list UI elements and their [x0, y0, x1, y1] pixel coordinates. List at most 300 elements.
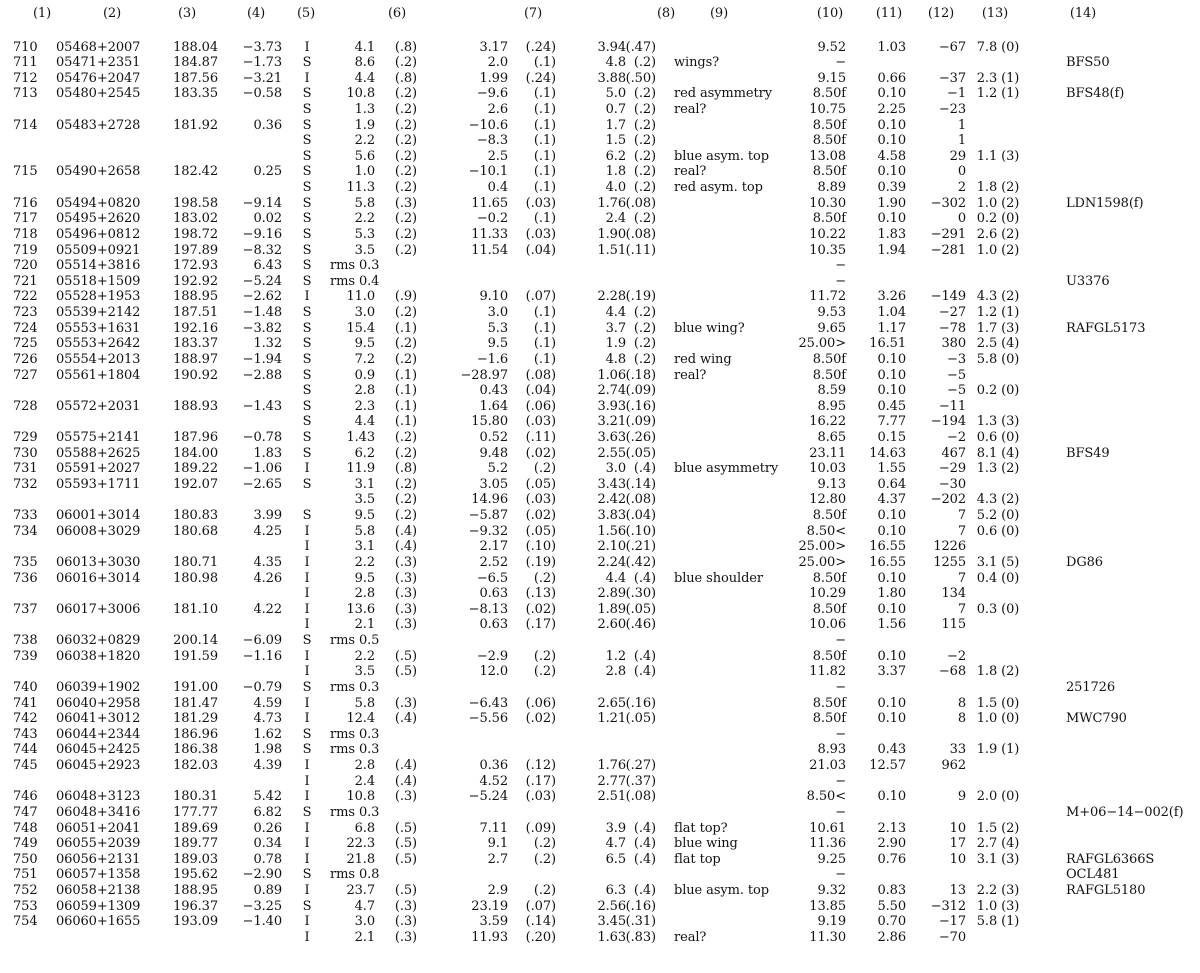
galactocentric-distance-cell: 0.10 — [877, 367, 906, 383]
galactic-latitude-cell: −9.16 — [242, 226, 282, 242]
velocity-error-cell: (.2) — [533, 461, 556, 477]
width-cell: 1.21 — [597, 711, 626, 727]
velocity-error-cell: (.20) — [525, 929, 556, 945]
telescope-code-cell: S — [302, 726, 312, 742]
row-number-cell: 750 — [13, 851, 38, 867]
height-cell: −2 — [947, 648, 966, 664]
height-cell: −281 — [930, 242, 966, 258]
distance-cell: 9.32 — [817, 882, 846, 898]
intensity-cell: 4.7 — [354, 898, 375, 914]
width-error-cell: (.4) — [633, 836, 656, 852]
galactocentric-distance-cell: 1.04 — [877, 305, 906, 321]
galactic-longitude-cell: 181.92 — [173, 117, 218, 133]
intensity-cell: 6.8 — [354, 820, 375, 836]
telescope-code-cell: S — [302, 320, 312, 336]
galactic-latitude-cell: 1.62 — [253, 726, 282, 742]
intensity-error-cell: (.1) — [394, 414, 417, 430]
iras-name-cell: 06060+1655 — [56, 914, 141, 930]
intensity-cell: rms 0.3 — [330, 804, 380, 820]
velocity-error-cell: (.10) — [525, 539, 556, 555]
column-header: (13) — [981, 6, 1009, 21]
galactic-latitude-cell: 4.73 — [253, 711, 282, 727]
galactic-latitude-cell: 4.25 — [253, 523, 282, 539]
velocity-cell: 14.96 — [471, 492, 508, 508]
column-header: (5) — [296, 6, 316, 21]
distance-cell: 8.89 — [817, 180, 846, 196]
mass-estimate-cell: 1.1 (3) — [976, 148, 1020, 164]
intensity-error-cell: (.2) — [394, 101, 417, 117]
row-number-cell: 741 — [13, 695, 38, 711]
intensity-cell: 2.8 — [354, 758, 375, 774]
velocity-cell: 0.63 — [479, 586, 508, 602]
galactic-longitude-cell: 188.95 — [173, 882, 218, 898]
width-cell: 2.42 — [597, 492, 626, 508]
width-cell: 1.63 — [597, 929, 626, 945]
row-number-cell: 744 — [13, 742, 38, 758]
intensity-error-cell: (.2) — [394, 117, 417, 133]
height-cell: 115 — [941, 617, 966, 633]
row-number-cell: 726 — [13, 351, 38, 367]
mass-estimate-cell: 3.1 (3) — [976, 851, 1020, 867]
velocity-error-cell: (.1) — [533, 86, 556, 102]
galactic-latitude-cell: −2.90 — [242, 867, 282, 883]
intensity-error-cell: (.3) — [394, 570, 417, 586]
intensity-error-cell: (.5) — [394, 851, 417, 867]
velocity-error-cell: (.07) — [525, 289, 556, 305]
row-number-cell: 735 — [13, 554, 38, 570]
galactic-longitude-cell: 180.98 — [173, 570, 218, 586]
intensity-error-cell: (.5) — [394, 836, 417, 852]
mass-estimate-cell: 4.3 (2) — [976, 289, 1020, 305]
galactic-longitude-cell: 188.97 — [173, 351, 218, 367]
velocity-cell: 0.4 — [487, 180, 508, 196]
height-cell: −5 — [947, 383, 966, 399]
intensity-error-cell: (.2) — [394, 226, 417, 242]
iras-name-cell: 06048+3416 — [56, 804, 141, 820]
width-error-cell: (.46) — [625, 617, 656, 633]
velocity-cell: 0.43 — [479, 383, 508, 399]
remark-cell: blue asym. top — [674, 148, 770, 164]
height-cell: −37 — [938, 70, 966, 86]
galactic-longitude-cell: 180.71 — [173, 554, 218, 570]
width-error-cell: (.2) — [633, 305, 656, 321]
intensity-error-cell: (.4) — [394, 758, 417, 774]
width-error-cell: (.26) — [625, 430, 656, 445]
intensity-error-cell: (.4) — [394, 711, 417, 727]
width-cell: 3.43 — [597, 476, 626, 492]
velocity-error-cell: (.1) — [533, 164, 556, 180]
iras-name-cell: 06001+3014 — [56, 508, 141, 524]
identification-cell: BFS49 — [1066, 445, 1110, 461]
mass-estimate-cell: 2.3 (1) — [976, 70, 1020, 86]
remark-cell: blue wing? — [674, 320, 745, 336]
galactocentric-distance-cell: 0.10 — [877, 711, 906, 727]
galactic-longitude-cell: 181.47 — [173, 695, 218, 711]
galactic-latitude-cell: 4.26 — [253, 570, 282, 586]
mass-estimate-cell: 2.5 (4) — [976, 336, 1020, 352]
velocity-error-cell: (.1) — [533, 148, 556, 164]
galactic-longitude-cell: 189.03 — [173, 851, 218, 867]
galactocentric-distance-cell: 0.10 — [877, 648, 906, 664]
intensity-cell: 1.9 — [354, 117, 375, 133]
velocity-error-cell: (.2) — [533, 648, 556, 664]
telescope-code-cell: S — [302, 305, 312, 321]
velocity-cell: 11.54 — [471, 242, 508, 258]
width-error-cell: (.2) — [633, 211, 656, 227]
iras-name-cell: 05514+3816 — [56, 258, 141, 274]
galactic-longitude-cell: 180.83 — [173, 508, 218, 524]
column-header: (8) — [656, 6, 676, 21]
intensity-cell: 9.5 — [354, 570, 375, 586]
iras-name-cell: 05561+1804 — [56, 367, 141, 383]
galactic-latitude-cell: 6.43 — [253, 258, 282, 274]
galactic-latitude-cell: −5.24 — [242, 273, 282, 289]
width-error-cell: (.18) — [625, 367, 656, 383]
intensity-cell: 4.4 — [354, 70, 375, 86]
telescope-code-cell: I — [304, 882, 310, 898]
row-number-cell: 731 — [13, 461, 38, 477]
velocity-error-cell: (.05) — [525, 523, 556, 539]
width-error-cell: (.05) — [625, 711, 656, 727]
width-cell: 3.9 — [605, 820, 626, 836]
galactic-longitude-cell: 190.92 — [173, 367, 218, 383]
mass-estimate-cell: 2.0 (0) — [976, 789, 1020, 805]
height-cell: −302 — [930, 195, 966, 211]
distance-cell: 8.95 — [817, 398, 846, 414]
intensity-error-cell: (.4) — [394, 523, 417, 539]
intensity-cell: 1.3 — [354, 101, 375, 117]
mass-estimate-cell: 3.1 (5) — [976, 554, 1020, 570]
height-cell: 0 — [957, 211, 966, 227]
width-error-cell: (.2) — [633, 351, 656, 367]
mass-estimate-cell: 1.9 (1) — [976, 742, 1020, 758]
intensity-error-cell: (.2) — [394, 148, 417, 164]
galactic-latitude-cell: 0.25 — [253, 164, 282, 180]
intensity-cell: 0.9 — [354, 367, 375, 383]
width-error-cell: (.16) — [625, 695, 656, 711]
velocity-error-cell: (.2) — [533, 570, 556, 586]
intensity-error-cell: (.3) — [394, 586, 417, 602]
galactic-latitude-cell: −9.14 — [242, 195, 282, 211]
intensity-error-cell: (.5) — [394, 664, 417, 680]
galactic-latitude-cell: −1.73 — [242, 55, 282, 71]
velocity-error-cell: (.06) — [525, 695, 556, 711]
intensity-error-cell: (.2) — [394, 180, 417, 196]
galactocentric-distance-cell: 16.51 — [869, 336, 906, 352]
telescope-code-cell: S — [302, 508, 312, 524]
intensity-cell: 22.3 — [346, 836, 375, 852]
intensity-cell: 3.1 — [354, 476, 375, 492]
distance-cell: − — [835, 867, 846, 883]
row-number-cell: 730 — [13, 445, 38, 461]
telescope-code-cell: I — [304, 789, 310, 805]
width-cell: 2.8 — [605, 664, 626, 680]
height-cell: −23 — [938, 101, 966, 117]
column-header: (6) — [387, 6, 407, 21]
velocity-cell: 0.36 — [479, 758, 508, 774]
width-error-cell: (.16) — [625, 398, 656, 414]
iras-name-cell: 06059+1309 — [56, 898, 141, 914]
mass-estimate-cell: 1.3 (2) — [976, 461, 1020, 477]
intensity-cell: 1.0 — [354, 164, 375, 180]
velocity-cell: −8.3 — [476, 133, 508, 149]
telescope-code-cell: S — [302, 351, 312, 367]
intensity-error-cell: (.2) — [394, 211, 417, 227]
width-cell: 2.55 — [597, 445, 626, 461]
galactocentric-distance-cell: 4.58 — [877, 148, 906, 164]
telescope-code-cell: S — [302, 133, 312, 149]
intensity-error-cell: (.3) — [394, 554, 417, 570]
row-number-cell: 712 — [13, 70, 38, 86]
iras-name-cell: 05591+2027 — [56, 461, 141, 477]
row-number-cell: 718 — [13, 226, 38, 242]
width-error-cell: (.4) — [633, 820, 656, 836]
velocity-error-cell: (.03) — [525, 414, 556, 430]
intensity-cell: 2.1 — [354, 929, 375, 945]
identification-cell: RAFGL5173 — [1066, 320, 1146, 336]
telescope-code-cell: S — [302, 195, 312, 211]
intensity-cell: 11.3 — [346, 180, 375, 196]
galactic-longitude-cell: 188.93 — [173, 398, 218, 414]
mass-estimate-cell: 0.6 (0) — [976, 430, 1020, 445]
width-cell: 2.60 — [597, 617, 626, 633]
galactic-latitude-cell: 4.35 — [253, 554, 282, 570]
remark-cell: blue asymmetry — [674, 461, 779, 477]
height-cell: 1255 — [933, 554, 966, 570]
velocity-cell: −5.56 — [468, 711, 508, 727]
velocity-cell: 2.17 — [479, 539, 508, 555]
column-header: (14) — [1069, 6, 1097, 21]
galactocentric-distance-cell: 3.26 — [877, 289, 906, 305]
galactic-latitude-cell: 0.02 — [253, 211, 282, 227]
velocity-cell: −28.97 — [460, 367, 508, 383]
velocity-cell: 2.7 — [487, 851, 508, 867]
velocity-error-cell: (.06) — [525, 398, 556, 414]
mass-estimate-cell: 1.8 (2) — [976, 664, 1020, 680]
width-cell: 1.2 — [605, 648, 626, 664]
width-error-cell: (.42) — [625, 554, 656, 570]
mass-estimate-cell: 1.8 (2) — [976, 180, 1020, 196]
mass-estimate-cell: 0.6 (0) — [976, 523, 1020, 539]
distance-cell: 9.52 — [817, 39, 846, 55]
iras-name-cell: 06032+0829 — [56, 633, 141, 649]
height-cell: 10 — [949, 851, 966, 867]
distance-cell: 8.50f — [812, 117, 846, 133]
distance-cell: 11.30 — [809, 929, 846, 945]
mass-estimate-cell: 5.2 (0) — [976, 508, 1020, 524]
distance-cell: 8.65 — [817, 430, 846, 445]
galactocentric-distance-cell: 0.10 — [877, 789, 906, 805]
velocity-error-cell: (.17) — [525, 617, 556, 633]
intensity-error-cell: (.3) — [394, 898, 417, 914]
velocity-error-cell: (.24) — [525, 70, 556, 86]
intensity-error-cell: (.2) — [394, 476, 417, 492]
width-error-cell: (.14) — [625, 476, 656, 492]
width-error-cell: (.31) — [625, 914, 656, 930]
intensity-error-cell: (.2) — [394, 242, 417, 258]
galactocentric-distance-cell: 0.10 — [877, 133, 906, 149]
galactocentric-distance-cell: 5.50 — [877, 898, 906, 914]
mass-estimate-cell: 1.7 (3) — [976, 320, 1020, 336]
velocity-error-cell: (.1) — [533, 55, 556, 71]
galactic-longitude-cell: 189.77 — [173, 836, 218, 852]
iras-name-cell: 06041+3012 — [56, 711, 141, 727]
galactocentric-distance-cell: 0.10 — [877, 117, 906, 133]
width-error-cell: (.04) — [625, 508, 656, 524]
velocity-error-cell: (.04) — [525, 242, 556, 258]
telescope-code-cell: I — [304, 836, 310, 852]
width-error-cell: (.09) — [625, 383, 656, 399]
velocity-cell: 9.5 — [487, 336, 508, 352]
intensity-cell: 3.5 — [354, 242, 375, 258]
width-cell: 4.8 — [605, 55, 626, 71]
intensity-error-cell: (.3) — [394, 914, 417, 930]
intensity-error-cell: (.3) — [394, 695, 417, 711]
distance-cell: 8.50< — [806, 789, 846, 805]
intensity-cell: 6.2 — [354, 445, 375, 461]
galactic-longitude-cell: 187.56 — [173, 70, 218, 86]
column-header: (10) — [816, 6, 844, 21]
remark-cell: flat top — [674, 851, 721, 867]
velocity-error-cell: (.1) — [533, 211, 556, 227]
distance-cell: 10.03 — [809, 461, 846, 477]
galactocentric-distance-cell: 0.10 — [877, 695, 906, 711]
row-number-cell: 739 — [13, 648, 38, 664]
telescope-code-cell: I — [304, 586, 310, 602]
intensity-cell: 11.9 — [346, 461, 375, 477]
telescope-code-cell: S — [302, 742, 312, 758]
width-error-cell: (.10) — [625, 523, 656, 539]
galactic-latitude-cell: −2.65 — [242, 476, 282, 492]
intensity-cell: 2.2 — [354, 554, 375, 570]
width-error-cell: (.08) — [625, 789, 656, 805]
row-number-cell: 717 — [13, 211, 38, 227]
intensity-error-cell: (.2) — [394, 86, 417, 102]
telescope-code-cell: I — [304, 664, 310, 680]
width-error-cell: (.30) — [625, 586, 656, 602]
velocity-cell: 2.0 — [487, 55, 508, 71]
width-error-cell: (.2) — [633, 320, 656, 336]
width-cell: 2.65 — [597, 695, 626, 711]
intensity-error-cell: (.2) — [394, 351, 417, 367]
telescope-code-cell: I — [304, 617, 310, 633]
intensity-cell: 9.5 — [354, 508, 375, 524]
height-cell: 2 — [957, 180, 966, 196]
galactic-latitude-cell: 1.98 — [253, 742, 282, 758]
telescope-code-cell: S — [302, 164, 312, 180]
telescope-code-cell: I — [304, 711, 310, 727]
velocity-error-cell: (.14) — [525, 914, 556, 930]
galactocentric-distance-cell: 2.25 — [877, 101, 906, 117]
height-cell: −30 — [938, 476, 966, 492]
height-cell: −67 — [938, 39, 966, 55]
width-error-cell: (.47) — [625, 39, 656, 55]
width-error-cell: (.4) — [633, 461, 656, 477]
intensity-cell: rms 0.8 — [330, 867, 380, 883]
galactic-latitude-cell: 0.78 — [253, 851, 282, 867]
intensity-cell: rms 0.3 — [330, 679, 380, 695]
iras-name-cell: 06048+3123 — [56, 789, 141, 805]
velocity-error-cell: (.03) — [525, 195, 556, 211]
telescope-code-cell: S — [302, 258, 312, 274]
distance-cell: 21.03 — [809, 758, 846, 774]
telescope-code-cell: S — [302, 867, 312, 883]
telescope-code-cell: I — [304, 758, 310, 774]
iras-name-cell: 06055+2039 — [56, 836, 141, 852]
width-cell: 1.5 — [605, 133, 626, 149]
identification-cell: U3376 — [1066, 273, 1110, 289]
intensity-cell: 3.5 — [354, 664, 375, 680]
intensity-cell: 7.2 — [354, 351, 375, 367]
velocity-cell: 2.6 — [487, 101, 508, 117]
iras-name-cell: 05483+2728 — [56, 117, 141, 133]
iras-name-cell: 06051+2041 — [56, 820, 141, 836]
width-cell: 2.74 — [597, 383, 626, 399]
velocity-error-cell: (.02) — [525, 445, 556, 461]
telescope-code-cell: I — [304, 601, 310, 617]
intensity-cell: 5.8 — [354, 523, 375, 539]
remark-cell: real? — [674, 929, 707, 945]
velocity-error-cell: (.02) — [525, 508, 556, 524]
galactic-longitude-cell: 196.37 — [173, 898, 218, 914]
galactic-latitude-cell: −1.40 — [242, 914, 282, 930]
width-error-cell: (.05) — [625, 445, 656, 461]
velocity-cell: 2.5 — [487, 148, 508, 164]
height-cell: −29 — [938, 461, 966, 477]
identification-cell: LDN1598(f) — [1066, 195, 1144, 211]
velocity-cell: −1.6 — [476, 351, 508, 367]
intensity-cell: 23.7 — [346, 882, 375, 898]
width-cell: 4.8 — [605, 351, 626, 367]
width-cell: 2.56 — [597, 898, 626, 914]
row-number-cell: 751 — [13, 867, 38, 883]
iras-name-cell: 05495+2620 — [56, 211, 141, 227]
intensity-error-cell: (.1) — [394, 320, 417, 336]
width-error-cell: (.27) — [625, 758, 656, 774]
height-cell: 17 — [949, 836, 966, 852]
galactic-longitude-cell: 191.59 — [173, 648, 218, 664]
velocity-error-cell: (.09) — [525, 820, 556, 836]
remark-cell: wings? — [674, 55, 720, 71]
width-error-cell: (.08) — [625, 226, 656, 242]
distance-cell: 13.08 — [809, 148, 846, 164]
width-cell: 1.51 — [597, 242, 626, 258]
velocity-error-cell: (.13) — [525, 586, 556, 602]
distance-cell: 11.36 — [809, 836, 846, 852]
telescope-code-cell: I — [304, 695, 310, 711]
velocity-error-cell: (.03) — [525, 226, 556, 242]
iras-name-cell: 05575+2141 — [56, 430, 141, 445]
iras-name-cell: 05593+1711 — [56, 476, 141, 492]
velocity-cell: −10.1 — [468, 164, 508, 180]
width-error-cell: (.50) — [625, 70, 656, 86]
width-error-cell: (.2) — [633, 86, 656, 102]
galactic-longitude-cell: 172.93 — [173, 258, 218, 274]
telescope-code-cell: I — [304, 773, 310, 789]
height-cell: 1 — [957, 117, 966, 133]
row-number-cell: 727 — [13, 367, 38, 383]
galactic-latitude-cell: −2.88 — [242, 367, 282, 383]
height-cell: −5 — [947, 367, 966, 383]
height-cell: −3 — [947, 351, 966, 367]
galactic-longitude-cell: 183.02 — [173, 211, 218, 227]
intensity-error-cell: (.8) — [394, 461, 417, 477]
row-number-cell: 746 — [13, 789, 38, 805]
galactic-latitude-cell: −3.73 — [242, 39, 282, 55]
velocity-error-cell: (.2) — [533, 882, 556, 898]
iras-name-cell: 06045+2425 — [56, 742, 141, 758]
distance-cell: 10.06 — [809, 617, 846, 633]
